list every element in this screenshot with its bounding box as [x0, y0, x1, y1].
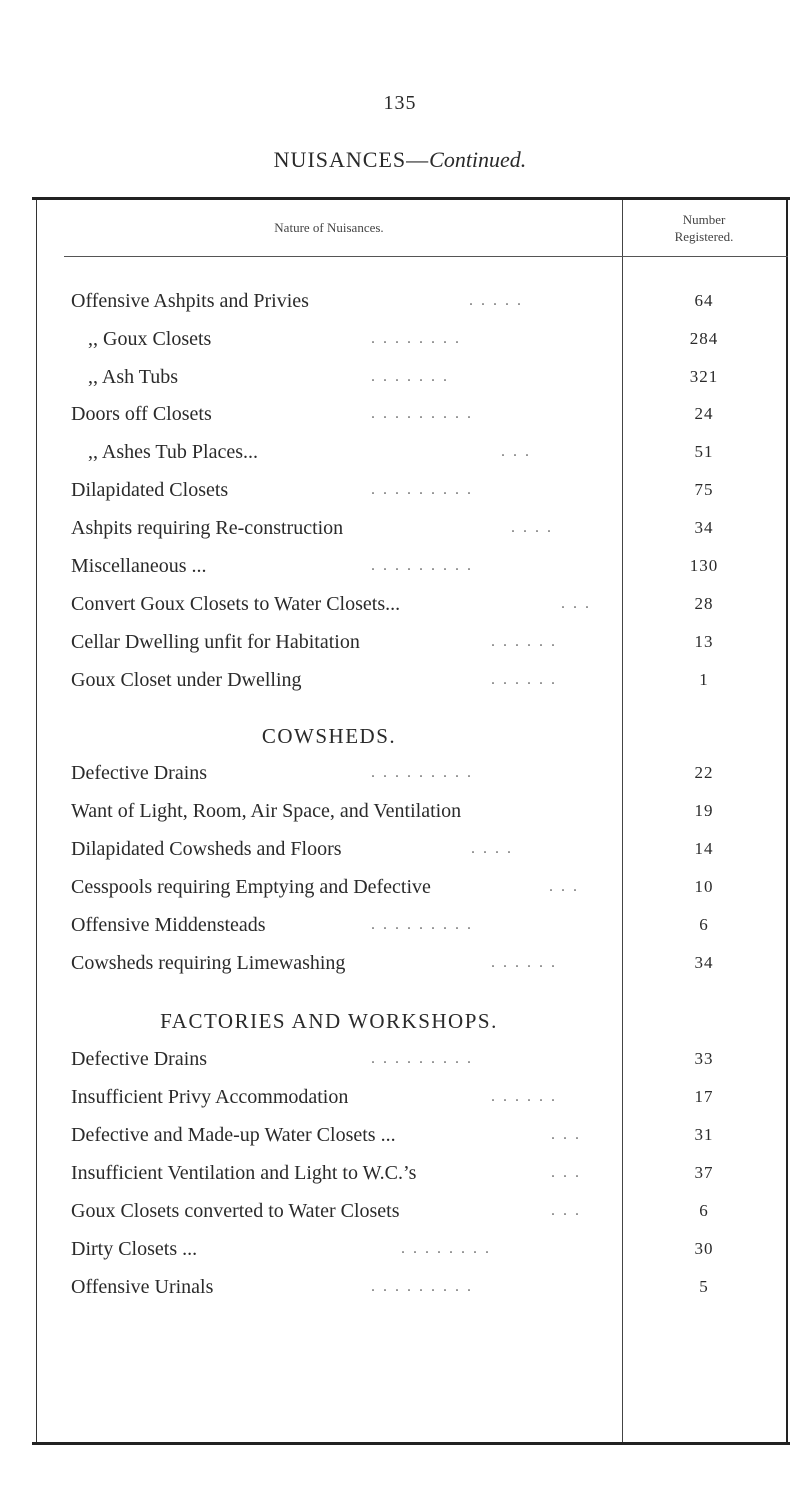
row-leader-dots: . . . . [511, 519, 553, 536]
row-leader-dots: . . . . . . . . . [371, 405, 473, 422]
table-row [71, 757, 787, 789]
table-row [71, 1195, 787, 1227]
row-label: Insufficient Ventilation and Light to W.C.’s [71, 1162, 417, 1184]
table-row [71, 871, 787, 903]
table-row [71, 436, 787, 468]
row-value: 17 [694, 1087, 714, 1106]
table-row [71, 947, 787, 979]
row-value: 31 [694, 1125, 714, 1144]
column-header-number-line2: Registered. [674, 229, 734, 244]
row-leader-dots: . . . . [471, 840, 513, 857]
row-value: 75 [694, 480, 714, 499]
row-label: Defective and Made-up Water Closets ... [71, 1124, 396, 1146]
row-label: Defective Drains [71, 1048, 208, 1070]
row-value: 10 [694, 877, 714, 896]
row-label: Want of Light, Room, Air Space, and Ventilation [71, 800, 462, 822]
row-leader-dots: . . . . . . . . . [371, 764, 473, 781]
row-leader-dots: . . . [551, 1202, 581, 1219]
row-leader-dots: . . . . . . . . . [371, 1050, 473, 1067]
row-value: 19 [694, 801, 714, 820]
row-label: Cesspools requiring Emptying and Defective [71, 876, 431, 898]
row-value: 33 [694, 1049, 714, 1068]
row-leader-dots: . . . [561, 595, 591, 612]
row-value: 284 [689, 329, 719, 348]
row-label: Goux Closets converted to Water Closets [71, 1200, 400, 1222]
row-value: 64 [694, 291, 714, 310]
row-label: Dilapidated Cowsheds and Floors [71, 838, 342, 860]
table-row [71, 361, 787, 393]
row-leader-dots: . . . . . . . . . [371, 1278, 473, 1295]
table-row [71, 588, 787, 620]
title-continued: Continued. [429, 147, 527, 172]
row-leader-dots: . . . [549, 878, 579, 895]
row-leader-dots: . . . . . . [491, 671, 557, 688]
table-row [71, 1157, 787, 1189]
row-value: 22 [694, 763, 714, 782]
row-value: 24 [694, 404, 714, 423]
row-value: 5 [699, 1277, 709, 1296]
section-heading-factories: FACTORIES AND WORKSHOPS. [160, 1009, 498, 1033]
row-label: ,, Ashes Tub Places... [88, 441, 259, 463]
column-header-number [622, 211, 786, 245]
row-leader-dots: . . . . . . . . . [371, 557, 473, 574]
section-heading-cowsheds: COWSHEDS. [261, 724, 397, 748]
row-leader-dots: . . . . . . . . . [371, 481, 473, 498]
table-row [71, 398, 787, 430]
row-label: Defective Drains [71, 762, 208, 784]
row-label: ,, Ash Tubs [88, 366, 179, 388]
table-row [71, 474, 787, 506]
row-label: Offensive Urinals [71, 1276, 214, 1298]
row-value: 28 [694, 594, 714, 613]
row-value: 30 [694, 1239, 714, 1258]
title-main: NUISANCES— [273, 147, 430, 172]
row-label: Convert Goux Closets to Water Closets... [71, 593, 401, 615]
header-rule [64, 256, 788, 257]
row-label: Offensive Ashpits and Privies [71, 290, 309, 312]
row-label: Dirty Closets ... [71, 1238, 198, 1260]
row-label: Miscellaneous ... [71, 555, 207, 577]
row-label: Goux Closet under Dwelling [71, 669, 302, 691]
row-value: 1 [699, 670, 709, 689]
row-value: 51 [694, 442, 714, 461]
table-row [71, 285, 787, 317]
row-leader-dots: . . . [551, 1126, 581, 1143]
row-label: Cowsheds requiring Limewashing [71, 952, 346, 974]
row-label: Doors off Closets [71, 403, 212, 425]
table-row [71, 795, 787, 827]
table-row [71, 1271, 787, 1303]
table-left-border [36, 200, 37, 1443]
row-value: 6 [699, 915, 709, 934]
row-label: Insufficient Privy Accommodation [71, 1086, 349, 1108]
table-row [71, 1043, 787, 1075]
row-value: 13 [694, 632, 714, 651]
row-label: ,, Goux Closets [88, 328, 212, 350]
row-label: Offensive Middensteads [71, 914, 266, 936]
table-top-rule [32, 197, 790, 200]
table-row [71, 550, 787, 582]
row-leader-dots: . . . . . . [491, 633, 557, 650]
row-leader-dots: . . . . . . [491, 954, 557, 971]
column-header-number-line1: Number [682, 212, 726, 227]
row-value: 37 [694, 1163, 714, 1182]
row-value: 6 [699, 1201, 709, 1220]
table-row [71, 664, 787, 696]
table-row [71, 1081, 787, 1113]
row-label: Cellar Dwelling unfit for Habitation [71, 631, 360, 653]
table-row [71, 626, 787, 658]
table-row [71, 1233, 787, 1265]
row-leader-dots: . . . . . . . . [401, 1240, 491, 1257]
row-leader-dots: . . . [501, 443, 531, 460]
column-header-nature: Nature of Nuisances. [274, 220, 384, 235]
table-row [71, 1119, 787, 1151]
row-leader-dots: . . . . . . . . [371, 330, 461, 347]
page-number: 135 [383, 92, 417, 114]
table-row [71, 833, 787, 865]
table-row [71, 512, 787, 544]
row-leader-dots: . . . . . . [491, 1088, 557, 1105]
row-value: 34 [694, 953, 714, 972]
row-value: 14 [694, 839, 714, 858]
row-label: Dilapidated Closets [71, 479, 229, 501]
row-value: 34 [694, 518, 714, 537]
row-value: 130 [689, 556, 719, 575]
row-leader-dots: . . . . . . . [371, 368, 449, 385]
table-bottom-rule [32, 1442, 790, 1445]
row-leader-dots: . . . [551, 1164, 581, 1181]
row-label: Ashpits requiring Re-construction [71, 517, 344, 539]
row-leader-dots: . . . . . . . . . [371, 916, 473, 933]
table-row [71, 909, 787, 941]
page-title [0, 147, 800, 173]
table-row [71, 323, 787, 355]
row-value: 321 [689, 367, 719, 386]
row-leader-dots: . . . . . [469, 292, 523, 309]
